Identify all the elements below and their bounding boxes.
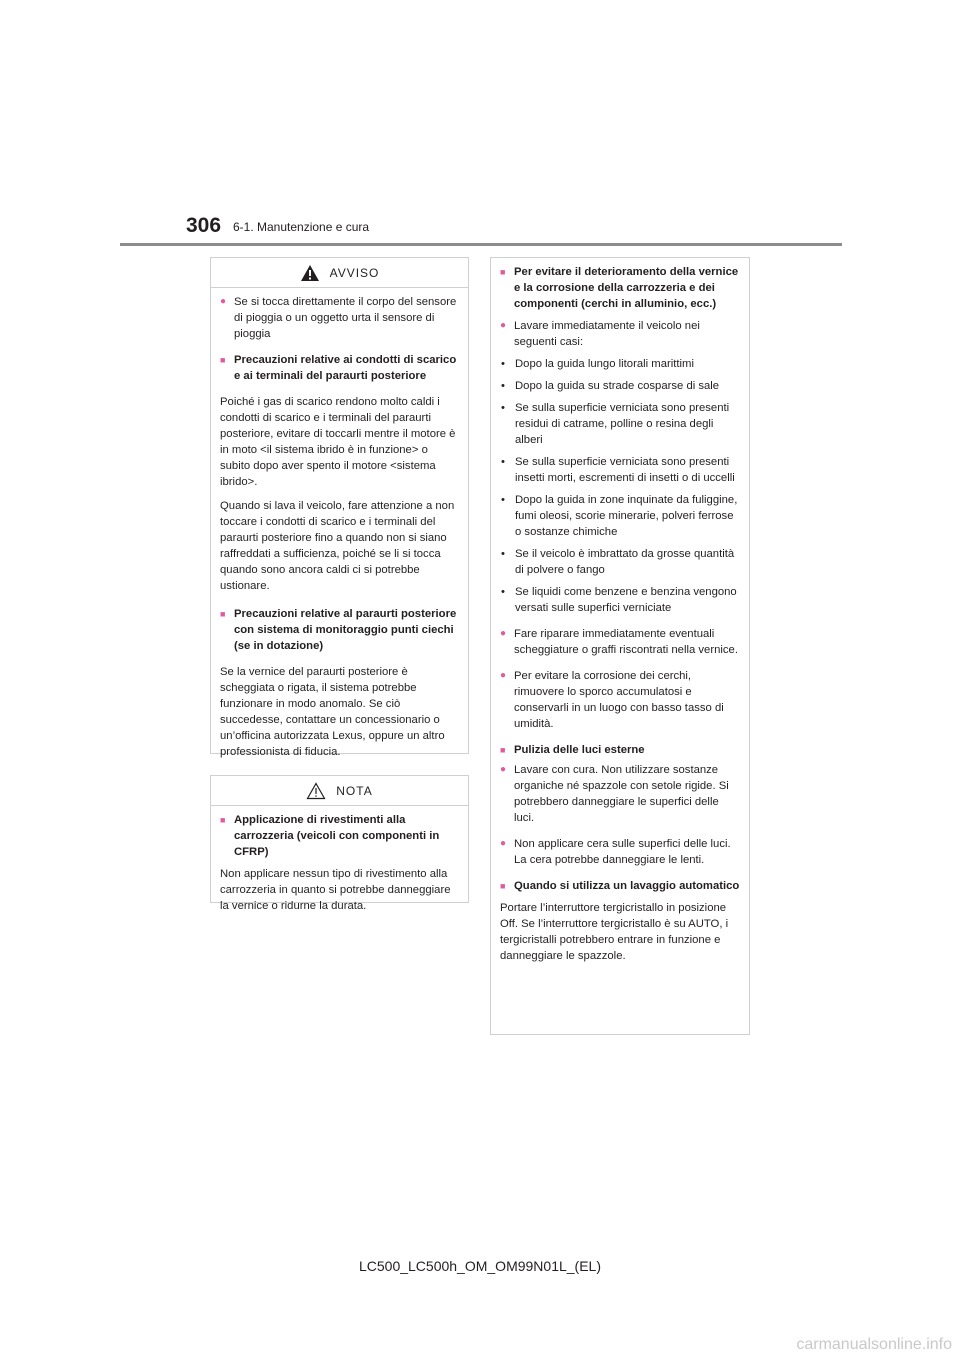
bullet-dot-icon: ● [500,670,507,681]
sub-item-text: Se il veicolo è imbrattato da grosse quantità di polvere o fango [515,548,735,576]
list-item [500,878,741,894]
bullet-square-icon: ■ [500,745,506,755]
warning-box-body [211,288,468,776]
bullet-square-icon: ■ [220,815,226,825]
maintenance-item-text: Per evitare la corrosione dei cerchi, rimuovere lo sporco accumulatosi e conservarli in un luogo con basso tasso di umidità. [514,670,724,730]
maintenance-item-text: Fare riparare immediatamente eventuali scheggiature o graffi riscontrati nella vernice. [514,628,738,656]
sub-item-text: Se liquidi come benzene e benzina vengono versati sulle superfici verniciate [515,586,737,614]
bullet-small-dot-icon: • [501,548,505,560]
maintenance-subheading: Pulizia delle luci esterne [514,744,645,756]
sub-list-item [500,400,741,448]
list-item [500,836,741,868]
maintenance-item-text: Lavare con cura. Non utilizzare sostanze organiche né spazzole con setole rigide. Si potrebbero danneggiare le superfici delle luci. [514,764,729,824]
bullet-small-dot-icon: • [501,380,505,392]
bullet-square-icon: ■ [500,881,506,891]
warning-box [210,257,469,758]
bullet-small-dot-icon: • [501,456,505,468]
bullet-dot-icon: ● [500,838,507,849]
bullet-small-dot-icon: • [501,494,505,506]
note-paragraph: Non applicare nessun tipo di rivestimento alla carrozzeria in quanto si potrebbe danneggiare la vernice o ridurne la durata. [220,868,451,912]
bullet-dot-icon: ● [500,764,507,775]
list-item [220,352,460,384]
warning-paragraph: Poiché i gas di scarico rendono molto caldi i condotti di scarico e i terminali del paraurti posteriore, evitare di toccarli mentre il motore è in moto <il sistema ibrido è in funzione> o subito dopo aver spento il motore <sistema ibrido>. [220,396,456,488]
warning-paragraph: Se la vernice del paraurti posteriore è scheggiata o rigata, il sistema potrebbe funzionare in modo anomalo. Se ciò succedesse, contattare un concessionario o un’officina autorizzata Lexus, oppure un altro professionista di fiducia. [220,666,445,758]
sub-item-text: Se sulla superficie verniciata sono presenti insetti morti, escrementi di insetti o di uccelli [515,456,735,484]
section-title: 6-1. Manutenzione e cura [233,220,370,234]
warning-triangle-icon [300,264,320,282]
warning-item-text: Se si tocca direttamente il corpo del sensore di pioggia o un oggetto urta il sensore di pioggia [234,296,457,340]
sub-list-item [500,454,741,486]
list-item [500,626,741,658]
header-rule [120,243,842,246]
sub-list-item [500,492,741,540]
list-item [220,606,460,654]
sub-item-text: Dopo la guida lungo litorali marittimi [515,358,694,370]
bullet-dot-icon: ● [220,296,227,307]
sub-list-item [500,378,741,394]
bullet-small-dot-icon: • [501,586,505,598]
bullet-dot-icon: ● [500,320,507,331]
bullet-square-icon: ■ [220,609,226,619]
list-item [500,318,741,350]
warning-subheading: Precauzioni relative al paraurti posteriore con sistema di monitoraggio punti ciechi (se in dotazione) [234,608,457,652]
warning-box-header [211,258,468,288]
sub-item-text: Se sulla superficie verniciata sono presenti residui di catrame, polline o resina degli alberi [515,402,730,446]
list-item [220,294,460,342]
bullet-small-dot-icon: • [501,402,505,414]
bullet-square-icon: ■ [500,267,506,277]
bullet-small-dot-icon: • [501,358,505,370]
note-box-body [211,806,468,930]
list-item [220,812,460,860]
list-item [500,742,741,758]
warning-subheading: Precauzioni relative ai condotti di scarico e ai terminali del paraurti posteriore [234,354,457,382]
note-box [210,775,469,912]
sub-list-item [500,584,741,616]
note-box-header [211,776,468,806]
maintenance-subheading: Quando si utilizza un lavaggio automatico [514,880,740,892]
document-code: LC500_LC500h_OM_OM99N01L_(EL) [358,1258,602,1274]
sub-item-text: Dopo la guida su strade cosparse di sale [515,380,720,392]
maintenance-paragraph: Portare l’interruttore tergicristallo in posizione Off. Se l’interruttore tergicristallo è su AUTO, i tergicristalli potrebbero entrare in funzione e danneggiare le spazzole. [500,902,729,962]
maintenance-box [490,257,750,1035]
warning-paragraph: Quando si lava il veicolo, fare attenzione a non toccare i condotti di scarico e i terminali del paraurti posteriore fino a quando non si siano raffreddati a sufficienza, poiché se li si tocca quando sono ancora caldi ci si potrebbe ustionare. [220,500,455,592]
maintenance-item-text: Lavare immediatamente il veicolo nei seguenti casi: [514,320,700,348]
maintenance-item-text: Non applicare cera sulle superfici delle luci. La cera potrebbe danneggiare le lenti. [514,838,731,866]
list-item [500,762,741,826]
note-box-title: NOTA [336,783,373,798]
maintenance-box-body [491,258,749,980]
sub-list-item [500,546,741,578]
list-item [500,264,741,312]
maintenance-subheading: Per evitare il deterioramento della vernice e la corrosione della carrozzeria e dei componenti (cerchi in alluminio, ecc.) [514,266,739,310]
caution-triangle-icon [306,782,326,800]
watermark: carmanualsonline.info [796,1336,952,1353]
sub-list-item [500,356,741,372]
bullet-square-icon: ■ [220,355,226,365]
list-item [500,668,741,732]
warning-box-title: AVVISO [329,265,380,280]
sub-item-text: Dopo la guida in zone inquinate da fuliggine, fumi oleosi, scorie minerarie, polveri ferrose o sostanze chimiche [515,494,738,538]
bullet-dot-icon: ● [500,628,507,639]
page-number: 306 [186,214,222,237]
note-subheading: Applicazione di rivestimenti alla carrozzeria (veicoli con componenti in CFRP) [234,814,440,858]
